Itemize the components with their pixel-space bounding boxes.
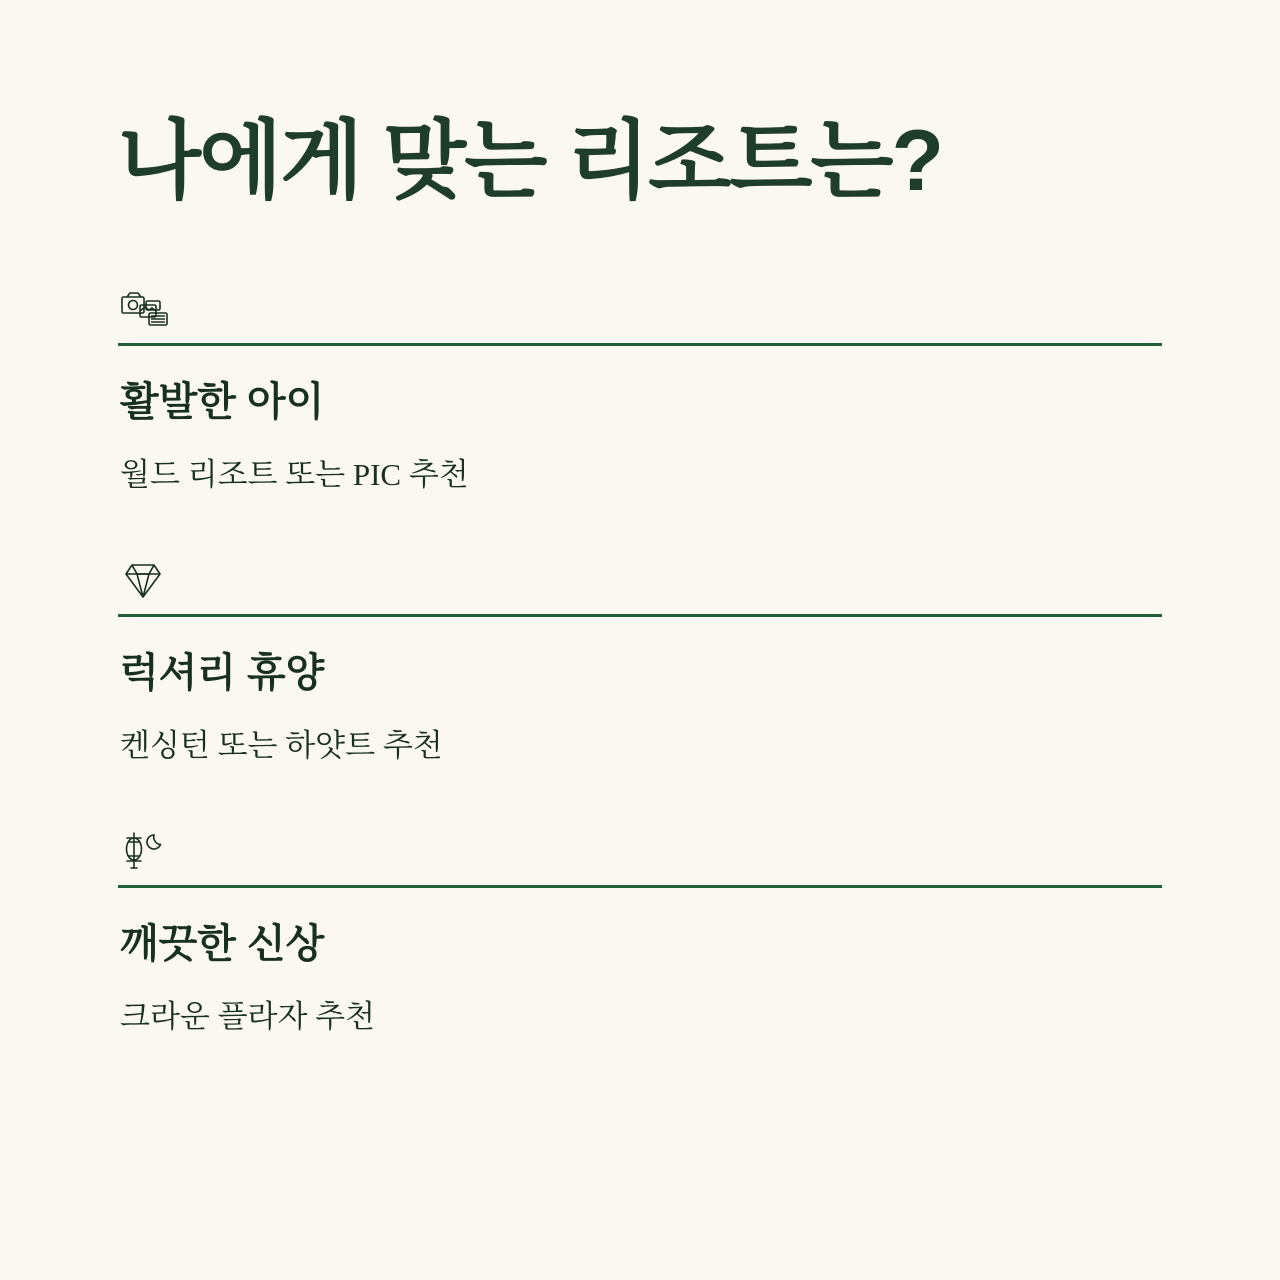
lantern-moon-icon — [120, 829, 166, 873]
list-item — [118, 556, 1162, 767]
list-item-description: 켄싱턴 또는 하얏트 추천 — [120, 727, 443, 763]
list-item — [118, 285, 1162, 496]
list-item — [118, 827, 1162, 1038]
icon-row — [118, 827, 1162, 873]
list-item-title: 럭셔리 휴양 — [120, 650, 325, 695]
list-item-description: 크라운 플라자 추천 — [120, 998, 376, 1034]
list-item-title: 활발한 아이 — [120, 379, 325, 424]
page-title: 나에게 맞는 리조트는? — [118, 113, 943, 209]
list-item-title: 깨끗한 신상 — [120, 921, 325, 966]
diamond-icon — [120, 560, 166, 602]
camera-photos-icon — [120, 291, 170, 331]
list-item-description: 월드 리조트 또는 PIC 추천 — [120, 456, 469, 492]
icon-row — [118, 285, 1162, 331]
section-list — [118, 285, 1162, 1038]
icon-row — [118, 556, 1162, 602]
